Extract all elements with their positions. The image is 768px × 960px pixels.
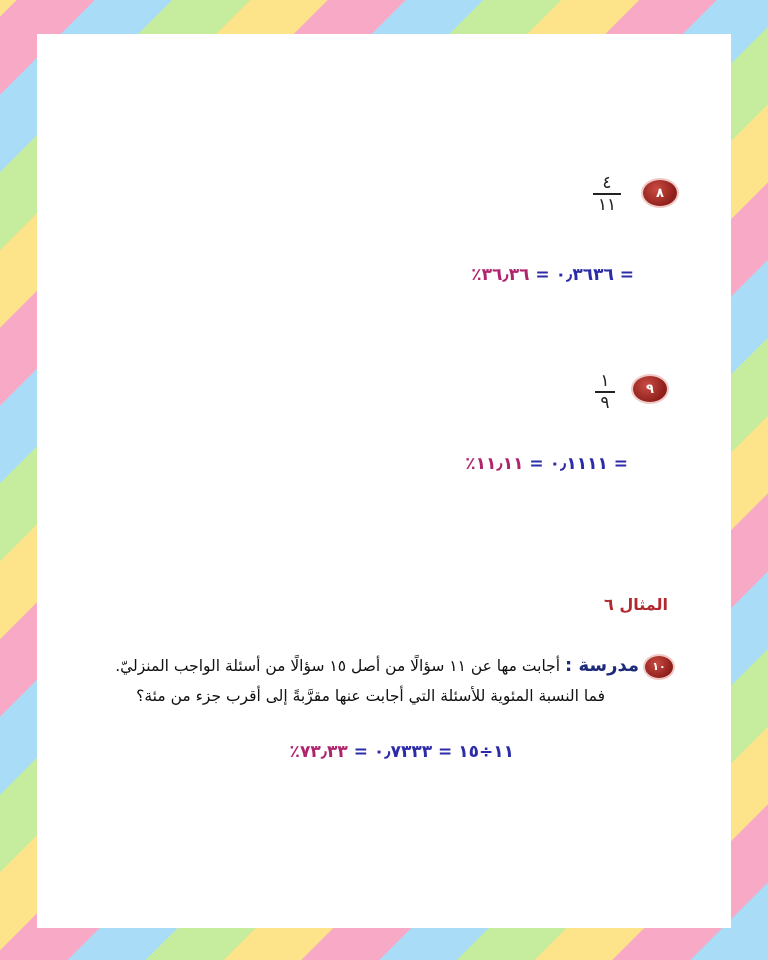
q8-equals-1: = [619, 265, 634, 285]
question-9-badge [633, 376, 667, 402]
example-heading: المثال ٦ [604, 595, 668, 614]
q8-decimal: ٠٫٣٦٣٦ [555, 265, 614, 285]
question-10-subject: مدرسة : [565, 655, 639, 676]
question-10-line-2: فما النسبة المئوية للأسئلة التي أجابت عنها مقرَّبةً إلى أقرب جزء من مئة؟ [136, 687, 605, 705]
question-10-badge [645, 656, 673, 678]
question-10-answer [290, 742, 514, 762]
q10-division: ١١÷١٥ [458, 742, 514, 762]
q9-equals-1: = [613, 454, 628, 474]
question-9-number: ٩ [646, 381, 654, 397]
q8-percent: ٣٦٫٣٦٪ [471, 265, 530, 285]
question-10-text [53, 651, 673, 711]
q9-denominator: ٩ [600, 393, 610, 413]
q10-equals-2: = [353, 742, 368, 762]
q9-equals-2: = [529, 454, 544, 474]
q10-equals-1: = [438, 742, 453, 762]
question-10-number: ١٠ [652, 659, 666, 673]
q10-decimal: ٠٫٧٣٣٣ [373, 742, 433, 762]
worksheet-card [37, 34, 731, 928]
q8-equals-2: = [535, 265, 550, 285]
q10-percent: ٧٣٫٣٣٪ [289, 742, 348, 762]
question-9-fraction [595, 372, 615, 412]
question-8-number: ٨ [656, 185, 664, 201]
question-8-badge [643, 180, 677, 206]
q8-denominator: ١١ [597, 195, 617, 215]
question-8-answer [471, 265, 634, 285]
q8-numerator: ٤ [602, 173, 612, 193]
q9-decimal: ٠٫١١١١ [549, 454, 608, 474]
question-9-answer [465, 454, 628, 474]
q9-numerator: ١ [600, 371, 610, 391]
question-10-line-1: أجابت مها عن ١١ سؤالًا من أصل ١٥ سؤالًا من أسئلة الواجب المنزليّ. [115, 657, 561, 675]
question-8-fraction [593, 174, 621, 214]
q9-percent: ١١٫١١٪ [465, 454, 524, 474]
